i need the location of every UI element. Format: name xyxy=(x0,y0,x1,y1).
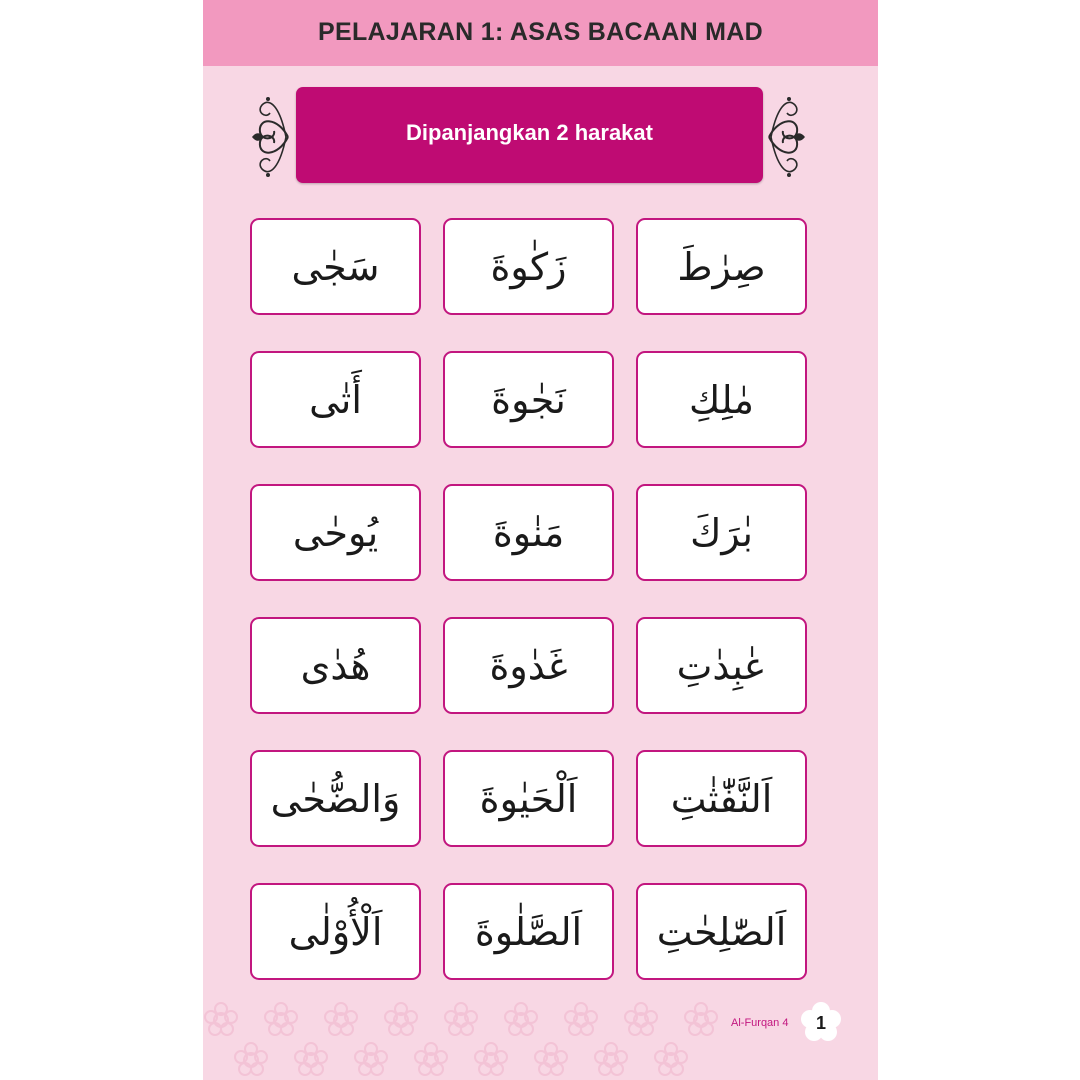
arabic-word: زَكٰوةَ xyxy=(490,244,567,289)
book-page xyxy=(203,0,878,1080)
arabic-word: يُوحٰى xyxy=(292,510,379,555)
word-card xyxy=(443,218,614,315)
section-banner xyxy=(296,87,763,183)
arabic-word: اَلصّٰلِحٰتِ xyxy=(656,909,787,954)
page-number: 1 xyxy=(815,1013,826,1033)
page-title: PELAJARAN 1: ASAS BACAAN MAD xyxy=(318,18,763,46)
word-card xyxy=(636,351,807,448)
arabic-word: اَلنَّفّٰثٰتِ xyxy=(670,776,773,821)
arabic-word: عٰبِدٰتِ xyxy=(676,643,767,688)
word-card xyxy=(250,218,421,315)
word-card xyxy=(636,750,807,847)
arabic-word: أَتٰى xyxy=(309,377,362,422)
arabic-word: صِرٰطَ xyxy=(677,244,766,289)
word-card xyxy=(443,617,614,714)
left-ornament-icon xyxy=(248,87,292,187)
book-title-label: Al-Furqan 4 xyxy=(731,1017,789,1029)
arabic-word: نَجٰوةَ xyxy=(491,377,566,422)
word-card xyxy=(250,617,421,714)
page-number-badge xyxy=(799,1001,843,1045)
word-card xyxy=(636,883,807,980)
arabic-word: اَلصَّلٰوةَ xyxy=(474,909,583,954)
right-ornament-icon xyxy=(765,87,809,187)
word-card xyxy=(443,351,614,448)
arabic-word: وَالضُّحٰى xyxy=(270,776,401,821)
page-header xyxy=(203,0,878,66)
word-card xyxy=(443,750,614,847)
arabic-word: سَجٰى xyxy=(291,244,380,289)
arabic-word: غَدٰوةَ xyxy=(489,643,568,688)
word-card xyxy=(636,218,807,315)
arabic-word: اَلْحَيٰوةَ xyxy=(479,776,578,821)
arabic-word: مَنٰوةَ xyxy=(492,510,565,555)
arabic-word: هُدٰى xyxy=(300,643,371,688)
word-card xyxy=(443,883,614,980)
arabic-word: مٰلِكِ xyxy=(689,377,754,422)
word-card xyxy=(250,750,421,847)
arabic-word: اَلْأُوْلٰى xyxy=(288,909,383,954)
word-card xyxy=(636,484,807,581)
word-card xyxy=(250,351,421,448)
word-card xyxy=(250,484,421,581)
word-card xyxy=(636,617,807,714)
footer-flower-pattern xyxy=(203,990,878,1080)
arabic-word: بٰرَكَ xyxy=(690,510,753,555)
word-card xyxy=(250,883,421,980)
section-banner-text: Dipanjangkan 2 harakat xyxy=(406,120,653,145)
word-card xyxy=(443,484,614,581)
